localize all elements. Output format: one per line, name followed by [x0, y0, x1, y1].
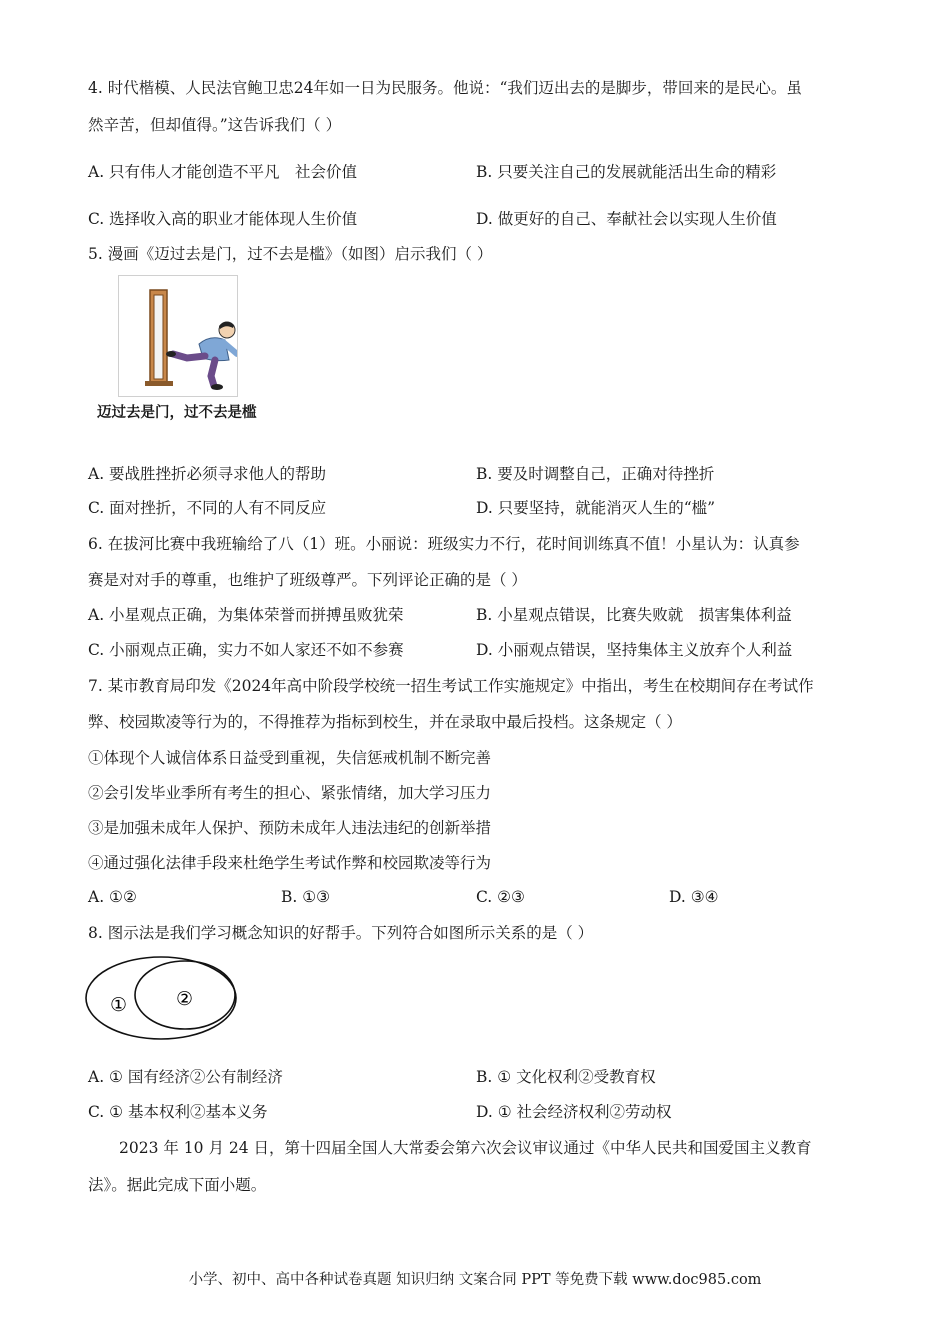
q4-stem-line2: 然辛苦，但却值得。”这告诉我们（ ） [88, 116, 342, 134]
q8-option-a: A. ① 国有经济②公有制经济 [88, 1068, 283, 1086]
material-line2: 法》。据此完成下面小题。 [88, 1176, 267, 1194]
door-threshold-illustration [119, 276, 237, 396]
q7-statement-2: ②会引发毕业季所有考生的担心、紧张情绪，加大学习压力 [88, 784, 492, 802]
q5-option-d: D. 只要坚持，就能消灭人生的“槛” [476, 499, 716, 517]
q7-stem-line2: 弊、校园欺凌等行为的，不得推荐为指标到校生，并在录取中最后投档。这条规定（ ） [88, 713, 682, 731]
q8-option-d: D. ① 社会经济权利②劳动权 [476, 1103, 672, 1121]
q5-option-a: A. 要战胜挫折必须寻求他人的帮助 [88, 465, 327, 483]
venn-inner-label: ② [176, 988, 194, 1010]
q5-option-b: B. 要及时调整自己，正确对待挫折 [476, 465, 715, 483]
venn-outer-ellipse [86, 957, 236, 1039]
q8-option-b: B. ① 文化权利②受教育权 [476, 1068, 656, 1086]
material-line1: 2023 年 10 月 24 日，第十四届全国人大常委会第六次会议审议通过《中华人民共和国爱国主义教育 [88, 1139, 812, 1157]
q4-option-d: D. 做更好的自己、奉献社会以实现人生价值 [476, 210, 777, 228]
venn-diagram [84, 955, 244, 1041]
q7-option-b: B. ①③ [281, 888, 331, 906]
q5-option-c: C. 面对挫折，不同的人有不同反应 [88, 499, 327, 517]
q4-stem-line1: 4. 时代楷模、人民法官鲍卫忠24年如一日为民服务。他说：“我们迈出去的是脚步，带回来的是民心。虽 [88, 79, 802, 97]
q7-stem-line1: 7. 某市教育局印发《2024年高中阶段学校统一招生考试工作实施规定》中指出，考生在校期间存在考试作 [88, 677, 814, 695]
comic-image [118, 275, 238, 397]
q6-stem-line2: 赛是对对手的尊重，也维护了班级尊严。下列评论正确的是（ ） [88, 571, 527, 589]
venn-outer-label: ① [110, 994, 128, 1016]
q4-option-a: A. 只有伟人才能创造不平凡 社会价值 [88, 163, 358, 181]
q6-option-c: C. 小丽观点正确，实力不如人家还不如不参赛 [88, 641, 404, 659]
q4-option-c: C. 选择收入高的职业才能体现人生价值 [88, 210, 358, 228]
q7-option-a: A. ①② [88, 888, 137, 906]
q5-stem: 5. 漫画《迈过去是门，过不去是槛》（如图）启示我们（ ） [88, 245, 493, 263]
q7-statement-4: ④通过强化法律手段来杜绝学生考试作弊和校园欺凌等行为 [88, 854, 492, 872]
q7-statement-1: ①体现个人诚信体系日益受到重视，失信惩戒机制不断完善 [88, 749, 492, 767]
comic-caption: 迈过去是门，过不去是槛 [97, 405, 257, 421]
q6-stem-line1: 6. 在拔河比赛中我班输给了八（1）班。小丽说：班级实力不行，花时间训练真不值！小星认为：认真参 [88, 535, 800, 553]
q8-stem: 8. 图示法是我们学习概念知识的好帮手。下列符合如图所示关系的是（ ） [88, 924, 594, 942]
q6-option-b: B. 小星观点错误，比赛失败就 损害集体利益 [476, 606, 792, 624]
q7-option-c: C. ②③ [476, 888, 525, 906]
q6-option-a: A. 小星观点正确，为集体荣誉而拼搏虽败犹荣 [88, 606, 404, 624]
q6-option-d: D. 小丽观点错误，坚持集体主义放弃个人利益 [476, 641, 793, 659]
page-footer: 小学、初中、高中各种试卷真题 知识归纳 文案合同 PPT 等免费下载 www.doc985.com [188, 1272, 762, 1288]
q7-option-d: D. ③④ [669, 888, 719, 906]
q8-option-c: C. ① 基本权利②基本义务 [88, 1103, 268, 1121]
q4-option-b: B. 只要关注自己的发展就能活出生命的精彩 [476, 163, 777, 181]
q7-statement-3: ③是加强未成年人保护、预防未成年人违法违纪的创新举措 [88, 819, 492, 837]
